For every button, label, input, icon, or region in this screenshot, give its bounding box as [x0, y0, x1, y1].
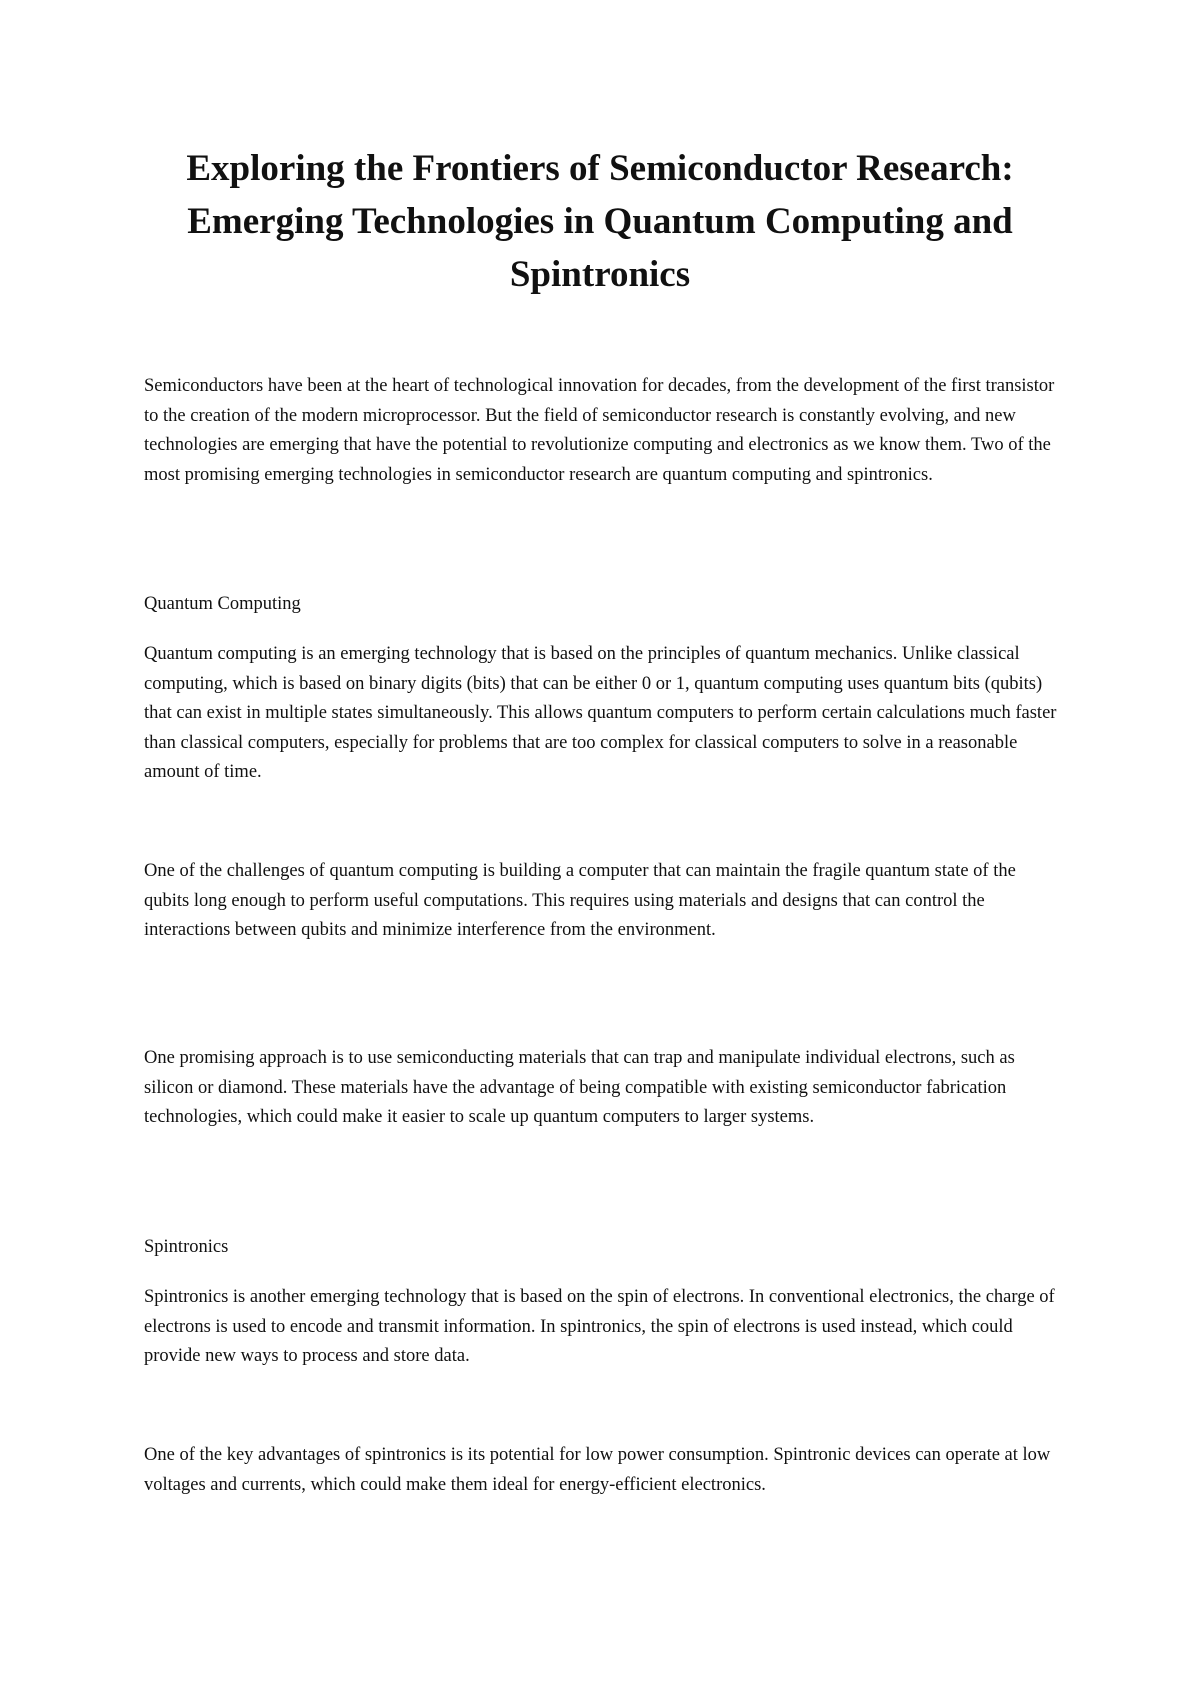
spintronics-paragraph-2: One of the key advantages of spintronics is its potential for low power consumption. Spintronic devices can operate at low voltages and currents, which could make them ideal for energy-efficient electronics.: [144, 1445, 1051, 1495]
spintronics-paragraph-1: Spintronics is another emerging technology that is based on the spin of electrons. In conventional electronics, the charge of electrons is used to encode and transmit information. In spintronics, the spin of electrons is used instead, which could provide new ways to process and store data.: [144, 1287, 1055, 1366]
quantum-paragraph-3: One promising approach is to use semiconducting materials that can trap and manipulate individual electrons, such as silicon or diamond. These materials have the advantage of being compatible with existing semiconductor fabrication technologies, which could make it easier to scale up quantum computers to larger systems.: [144, 1048, 1015, 1127]
quantum-paragraph-1: Quantum computing is an emerging technology that is based on the principles of quantum mechanics. Unlike classical computing, which is based on binary digits (bits) that can be either 0 or 1, quantum computing uses quantum bits (qubits) that can exist in multiple states simultaneously. This allows quantum computers to perform certain calculations much faster than classical computers, especially for problems that are too complex for classical computers to solve in a reasonable amount of time.: [144, 644, 1057, 782]
intro-paragraph: Semiconductors have been at the heart of technological innovation for decades, from the development of the first transistor to the creation of the modern microprocessor. But the field of semiconductor research is constantly evolving, and new technologies are emerging that have the potential to revolutionize computing and electronics as we know them. Two of the most promising emerging technologies in semiconductor research are quantum computing and spintronics.: [144, 376, 1055, 485]
quantum-paragraph-2: One of the challenges of quantum computing is building a computer that can maintain the fragile quantum state of the qubits long enough to perform useful computations. This requires using materials and designs that can control the interactions between qubits and minimize interference from the environment.: [144, 861, 1016, 940]
section-heading-spintronics: Spintronics: [144, 1237, 229, 1257]
section-heading-quantum-computing: Quantum Computing: [144, 594, 301, 614]
document-title: Exploring the Frontiers of Semiconductor Research: Emerging Technologies in Quantum Computing and Spintronics: [186, 148, 1014, 295]
